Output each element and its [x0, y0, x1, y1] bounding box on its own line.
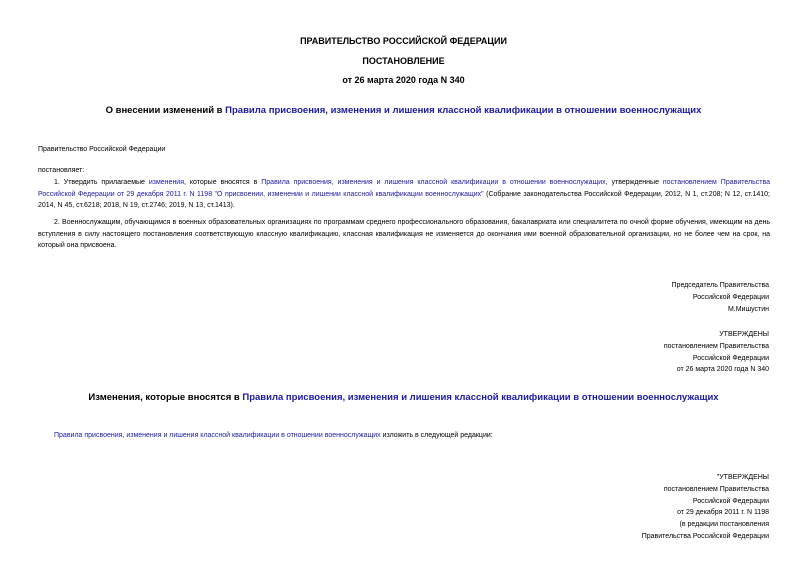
p1-text-1: 1. Утвердить прилагаемые	[54, 179, 149, 186]
p1-text-2: , которые вносятся в	[184, 179, 262, 186]
approved2-line-3: Российской Федерации	[692, 497, 769, 505]
signature-name: М.Мишустин	[727, 305, 769, 313]
changes-title	[0, 392, 807, 403]
document-title	[0, 105, 807, 116]
document-date-number: от 26 марта 2020 года N 340	[342, 75, 465, 85]
approved-line-1: УТВЕРЖДЕНЫ	[719, 331, 769, 338]
signature-line-2: Российской Федерации	[692, 293, 769, 301]
rules-link-changes-title[interactable]: Правила присвоения, изменения и лишения классной квалификации в отношении военнослужащих	[242, 392, 719, 403]
issuer-text: Правительство Российской Федерации	[38, 146, 166, 153]
document-title-prefix: О внесении изменений в	[105, 105, 226, 116]
decree-text: постановляет:	[38, 167, 85, 174]
approved-line-2: постановлением Правительства	[663, 342, 769, 350]
approved-line-3: Российской Федерации	[692, 354, 769, 362]
government-heading: ПРАВИТЕЛЬСТВО РОССИЙСКОЙ ФЕДЕРАЦИИ	[300, 36, 507, 46]
approved-line-4: от 26 марта 2020 года N 340	[676, 366, 769, 374]
approved2-line-5: (в редакции постановления	[679, 521, 769, 529]
p1-text-4: (Собрание законодательства Российской Федерации, 2012, N 1, ст.208; N 12, ст.1410; 2014, N 45, ст.6218; 2018, N 19, ст.2746; 2019, N 13, ст.1413).	[38, 190, 770, 209]
signature-block	[509, 280, 769, 315]
changes-body-rest: изложить в следующей редакции:	[380, 432, 493, 439]
approved2-line-4: от 29 декабря 2011 г. N 1198	[677, 509, 769, 517]
paragraph-2: 2. Военнослужащим, обучающимся в военных образовательных организациях по программам среднего профессионального образования, бакалавриата или специалитета по очной форме обучения, имеющим на день вступления в силу настоящего постановления соответствующую классную квалификацию, классная квалификация не изменяется до окончания ими военной образовательной организации, но не более чем на срок, на который она присвоена.	[38, 219, 770, 249]
changes-body	[54, 432, 493, 439]
changes-title-prefix: Изменения, которые вносятся в	[88, 392, 243, 403]
rules-link-p1[interactable]: Правила присвоения, изменения и лишения классной квалификации в отношении военнослужащих	[261, 179, 606, 186]
document-type: ПОСТАНОВЛЕНИЕ	[362, 56, 445, 66]
approved2-line-6: Правительства Российской Федерации	[641, 532, 769, 540]
rules-link-title[interactable]: Правила присвоения, изменения и лишения классной квалификации в отношении военнослужащих	[225, 105, 702, 116]
approved2-line-1: "УТВЕРЖДЕНЫ	[716, 474, 769, 481]
p1-text-3: , утвержденные	[605, 179, 663, 186]
rules-link-changes-body[interactable]: Правила присвоения, изменения и лишения классной квалификации в отношении военнослужащих	[54, 432, 381, 439]
changes-link[interactable]: изменения	[148, 179, 185, 186]
approved2-line-2: постановлением Правительства	[663, 485, 769, 493]
decree-1198-link[interactable]: постановлением Правительства Российской Федерации от 29 декабря 2011 г. N 1198 "О присвоении, изменении и лишении классной квалификации военнослужащих"	[38, 179, 770, 198]
paragraph-1	[38, 177, 770, 212]
approved-block-2	[509, 472, 769, 543]
signature-line-1: Председатель Правительства	[671, 282, 769, 289]
approved-block	[509, 329, 769, 376]
